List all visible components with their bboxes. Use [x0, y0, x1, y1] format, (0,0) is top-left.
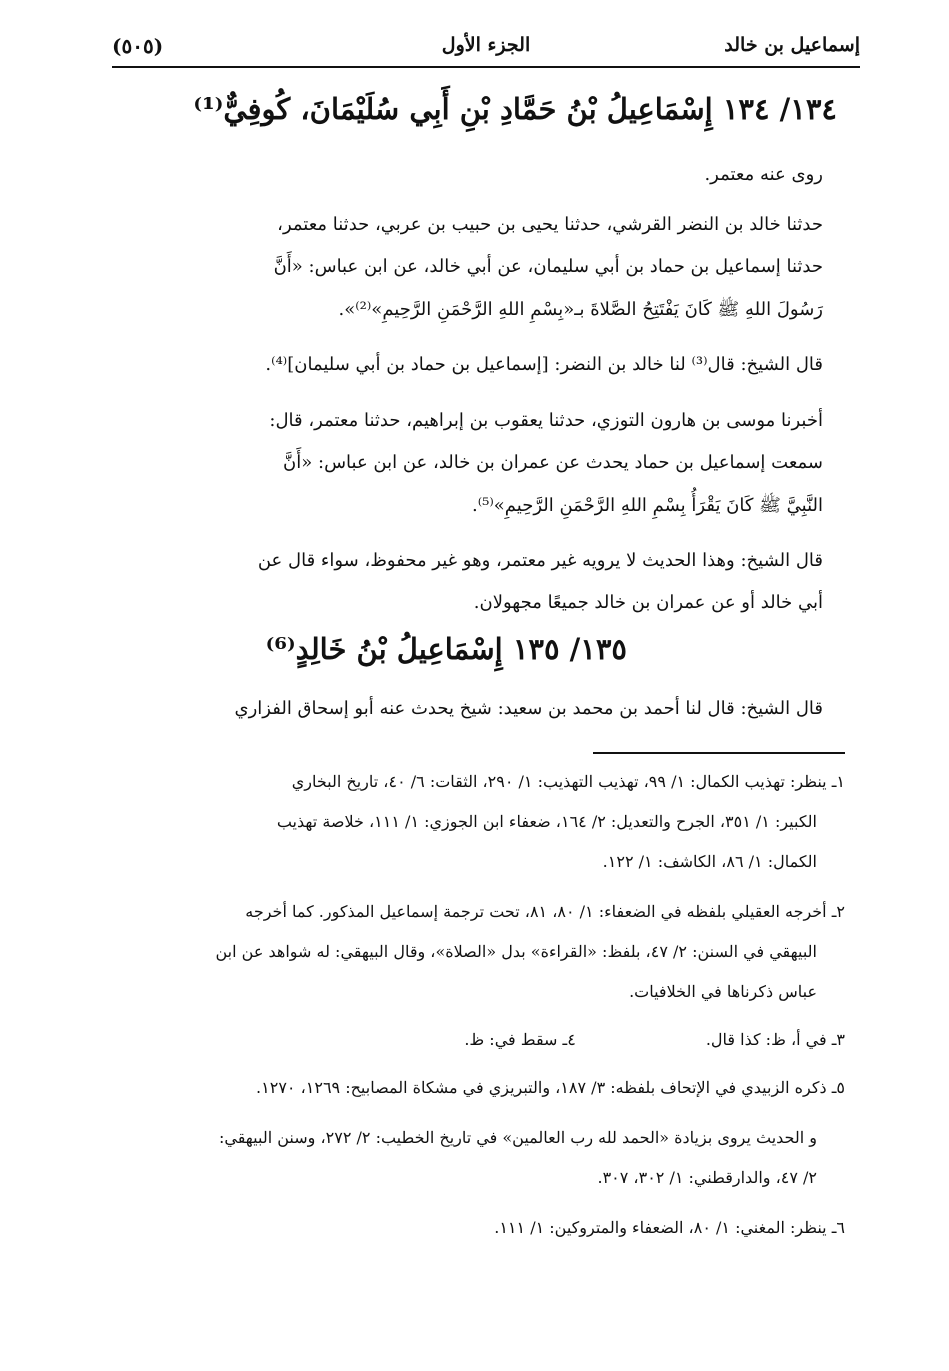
body-line: روى عنه معتمر. [704, 164, 823, 185]
footnote-4: ٤ـ سقط في: ظ. [464, 1030, 576, 1049]
body-line: أخبرنا موسى بن هارون التوزي، حدثنا يعقوب بن إبراهيم، حدثنا معتمر، قال: [269, 410, 823, 431]
entry-134-heading: ١٣٤/ ١٣٤ إِسْمَاعِيلُ بْنُ حَمَّادِ بْنِ أَبِي سُلَيْمَانَ، كُوفِيٌّ⁽¹⁾ [193, 92, 837, 126]
footnote-line: ١ـ ينظر: تهذيب الكمال: ١/ ٩٩، تهذيب التهذيب: ١/ ٢٩٠، الثقات: ٦/ ٤٠، تاريخ البخاري [291, 772, 845, 791]
body-line: أبي خالد أو عن عمران بن خالد جميعًا مجهولان. [473, 592, 823, 613]
header-rule [112, 66, 860, 68]
footnote-line: ٢/ ٤٧، والدارقطني: ١/ ٣٠٢، ٣٠٧. [597, 1168, 817, 1187]
body-line: قال الشيخ: وهذا الحديث لا يرويه غير معتمر، وهو غير محفوظ، سواء قال عن [257, 550, 823, 571]
part-label: الجزء الأول [441, 34, 531, 56]
entry-135-heading: ١٣٥/ ١٣٥ إِسْمَاعِيلُ بْنُ خَالِدٍ⁽⁶⁾ [265, 632, 627, 666]
body-line: حدثنا خالد بن النضر القرشي، حدثنا يحيى بن حبيب بن عربي، حدثنا معتمر، [277, 214, 823, 235]
footnote-line [464, 1030, 845, 1049]
page-number: (٥٠٥) [112, 34, 164, 58]
body-line: النَّبِيَّ ﷺ كَانَ يَقْرَأُ بِسْمِ اللهِ الرَّحْمَنِ الرَّحِيمِ»⁽⁵⁾. [471, 495, 823, 516]
body-line: قال الشيخ: قال⁽³⁾ لنا خالد بن النضر: [إسماعيل بن حماد بن أبي سليمان]⁽⁴⁾. [265, 354, 823, 375]
footnote-line: ٢ـ أخرجه العقيلي بلفظه في الضعفاء: ١/ ٨٠، ٨١، تحت ترجمة إسماعيل المذكور. كما أخرجه [245, 902, 845, 921]
footnote-line: ٦ـ ينظر: المغني: ١/ ٨٠، الضعفاء والمتروكين: ١/ ١١١. [494, 1218, 845, 1237]
body-line: سمعت إسماعيل بن حماد يحدث عن عمران بن خالد، عن ابن عباس: «أَنَّ [283, 452, 823, 473]
footnote-line: الكمال: ١/ ٨٦، الكاشف: ١/ ١٢٢. [602, 852, 817, 871]
body-line: حدثنا إسماعيل بن حماد بن أبي سليمان، عن أبي خالد، عن ابن عباس: «أَنَّ [273, 256, 823, 277]
page-header [112, 28, 860, 64]
body-line: قال الشيخ: قال لنا أحمد بن محمد بن سعيد: شيخ يحدث عنه أبو إسحاق الفزاري [234, 698, 823, 719]
body-line: رَسُولَ اللهِ ﷺ كَانَ يَفْتَتِحُ الصَّلاةَ بـ«بِسْمِ اللهِ الرَّحْمَنِ الرَّحِيمِ»⁽²⁾». [338, 299, 823, 320]
footnote-line: عباس ذكرناها في الخلافيات. [629, 982, 817, 1001]
footnote-3: ٣ـ في أ، ظ: كذا قال. [705, 1030, 845, 1049]
footnote-line: ٥ـ ذكره الزبيدي في الإتحاف بلفظه: ٣/ ١٨٧، والتبريزي في مشكاة المصابيح: ١٢٦٩، ١٢٧٠. [256, 1078, 845, 1097]
footnote-rule [593, 752, 845, 754]
running-title: إسماعيل بن خالد [724, 34, 860, 56]
footnote-line: و الحديث يروى بزيادة «الحمد لله رب العالمين» في تاريخ الخطيب: ٢/ ٢٧٢، وسنن البيهقي: [218, 1128, 817, 1147]
footnote-line: الكبير: ١/ ٣٥١، الجرح والتعديل: ٢/ ١٦٤، ضعفاء ابن الجوزي: ١/ ١١١، خلاصة تهذيب [276, 812, 817, 831]
footnote-line: البيهقي في السنن: ٢/ ٤٧، بلفظ: «القراءة» بدل «الصلاة»، وقال البيهقي: له شواهد عن ابن [215, 942, 817, 961]
